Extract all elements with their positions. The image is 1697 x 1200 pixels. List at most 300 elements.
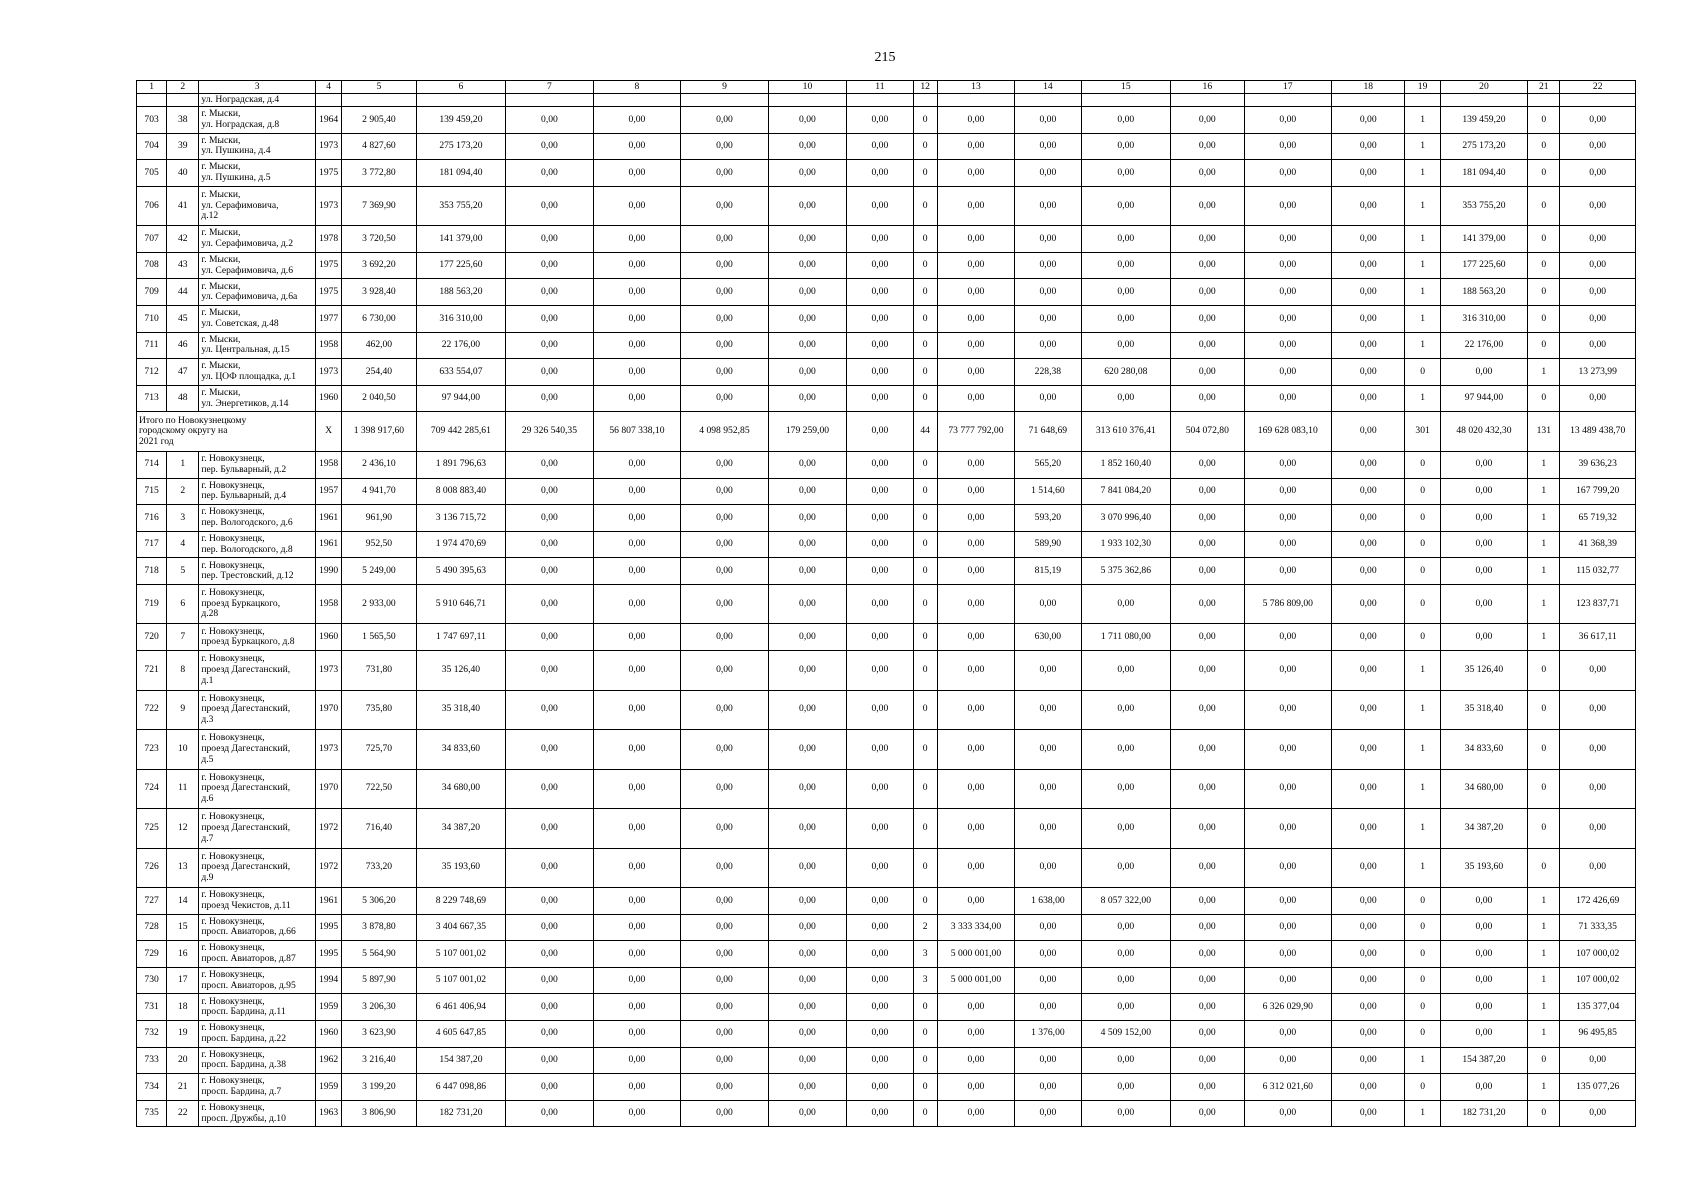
row-number: 734 <box>137 1074 167 1101</box>
cell-c16: 0,00 <box>1171 107 1244 134</box>
cell-c22: 0,00 <box>1560 1047 1636 1074</box>
cell-c22: 0,00 <box>1560 809 1636 849</box>
cell-c16: 0,00 <box>1171 332 1244 359</box>
address-line: пер. Бульварный, д.4 <box>201 490 287 502</box>
address-cell <box>199 226 316 253</box>
cell-c8: 0,00 <box>593 967 681 994</box>
cell-c4: 1975 <box>316 160 342 187</box>
total-label-line: Итого по Новокузнецкому <box>139 414 247 426</box>
cell-c22: 39 636,23 <box>1560 451 1636 478</box>
address-cell <box>199 941 316 968</box>
cell-c6: 182 731,20 <box>416 1100 506 1127</box>
cell-c5: 4 827,60 <box>342 133 416 160</box>
address-line: проезд Чекистов, д.11 <box>201 899 291 911</box>
cell-c19: 1 <box>1405 107 1440 134</box>
row-subnumber: 16 <box>167 941 199 968</box>
cell-c4: 1995 <box>316 941 342 968</box>
cell-c11: 0,00 <box>847 809 913 849</box>
cell-c10: 0,00 <box>768 1020 846 1047</box>
cell-c10: 0,00 <box>768 306 846 333</box>
cell-c7: 0,00 <box>506 186 594 226</box>
address-cell <box>199 385 316 412</box>
cell-c14: 630,00 <box>1015 624 1081 651</box>
cell-c5: 5 306,20 <box>342 888 416 915</box>
column-header: 16 <box>1171 81 1244 94</box>
cell-c13: 0,00 <box>937 888 1014 915</box>
cell-c9: 0,00 <box>681 624 769 651</box>
cell-c13: 0,00 <box>937 478 1014 505</box>
cell-c7: 0,00 <box>506 558 594 585</box>
cell-c7: 0,00 <box>506 226 594 253</box>
cell-c15: 0,00 <box>1081 690 1171 730</box>
row-number: 726 <box>137 848 167 888</box>
cell-c4: 1958 <box>316 584 342 624</box>
cell-c21: 0 <box>1528 809 1560 849</box>
row-number: 703 <box>137 107 167 134</box>
cell-c15: 1 711 080,00 <box>1081 624 1171 651</box>
cell-c22: 96 495,85 <box>1560 1020 1636 1047</box>
cell-c6: 141 379,00 <box>416 226 506 253</box>
row-subnumber: 12 <box>167 809 199 849</box>
cell-c20: 35 193,60 <box>1440 848 1528 888</box>
cell-c6: 5 107 001,02 <box>416 967 506 994</box>
cell-c6: 97 944,00 <box>416 385 506 412</box>
cell-c18: 0,00 <box>1332 941 1405 968</box>
address-line: г. Мыски, <box>201 189 241 201</box>
cell-c9: 0,00 <box>681 888 769 915</box>
cell-c7: 0,00 <box>506 531 594 558</box>
address-line: д.5 <box>201 753 214 765</box>
cell-c14: 1 514,60 <box>1015 478 1081 505</box>
cell-c4: 1972 <box>316 848 342 888</box>
cell-c20: 177 225,60 <box>1440 252 1528 279</box>
cell-c13: 0,00 <box>937 624 1014 651</box>
cell-c11: 0,00 <box>847 914 913 941</box>
cell-c7: 0,00 <box>506 769 594 809</box>
cell-c13: 0,00 <box>937 730 1014 770</box>
cell-c14: 0,00 <box>1015 967 1081 994</box>
header-row <box>137 81 1636 94</box>
cell-c17: 0,00 <box>1244 160 1332 187</box>
cell-c21: 0 <box>1528 107 1560 134</box>
cell-c9: 0,00 <box>681 385 769 412</box>
cell-c10: 0,00 <box>768 332 846 359</box>
cell-c11: 0,00 <box>847 226 913 253</box>
cell-c20: 34 833,60 <box>1440 730 1528 770</box>
cell-c8: 0,00 <box>593 558 681 585</box>
cell-c20: 0,00 <box>1440 914 1528 941</box>
address-line: просп. Дружбы, д.10 <box>201 1112 286 1124</box>
address-line: г. Новокузнецк, <box>201 692 265 704</box>
cell-c6: 139 459,20 <box>416 107 506 134</box>
column-header: 12 <box>913 81 937 94</box>
cell-c10: 0,00 <box>768 359 846 386</box>
cell-c8: 0,00 <box>593 107 681 134</box>
cell-c9: 0,00 <box>681 133 769 160</box>
cell-c11: 0,00 <box>847 888 913 915</box>
cell-c11: 0,00 <box>847 1100 913 1127</box>
cell-c14: 0,00 <box>1015 1074 1081 1101</box>
cell-c16: 0,00 <box>1171 690 1244 730</box>
cell-c13: 0,00 <box>937 226 1014 253</box>
cell-c8: 0,00 <box>593 478 681 505</box>
cell-c6: 35 193,60 <box>416 848 506 888</box>
cell-c8: 0,00 <box>593 914 681 941</box>
cell-c15: 5 375 362,86 <box>1081 558 1171 585</box>
cell-c18: 0,00 <box>1332 478 1405 505</box>
cell-c14: 0,00 <box>1015 332 1081 359</box>
cell-c21: 1 <box>1528 994 1560 1021</box>
cell-c6: 154 387,20 <box>416 1047 506 1074</box>
cell-c12: 0 <box>913 730 937 770</box>
cell-c6: 353 755,20 <box>416 186 506 226</box>
cell-c11: 0,00 <box>847 994 913 1021</box>
cell-c17: 0,00 <box>1244 1020 1332 1047</box>
cell-c19: 0 <box>1405 451 1440 478</box>
cell-c11: 0,00 <box>847 332 913 359</box>
cell-c19: 1 <box>1405 252 1440 279</box>
cell-c10: 0,00 <box>768 941 846 968</box>
address-cell <box>199 359 316 386</box>
cell-c5: 731,80 <box>342 651 416 691</box>
cell-c4: 1975 <box>316 252 342 279</box>
cell-c22: 115 032,77 <box>1560 558 1636 585</box>
address-line: ул. Советская, д.48 <box>201 317 279 329</box>
cell-c16: 0,00 <box>1171 160 1244 187</box>
cell-c19: 1 <box>1405 385 1440 412</box>
row-number: 730 <box>137 967 167 994</box>
data-table <box>136 80 1636 1127</box>
row-number: 722 <box>137 690 167 730</box>
cell-c20: 0,00 <box>1440 624 1528 651</box>
address-cell <box>199 690 316 730</box>
cell-c5: 3 928,40 <box>342 279 416 306</box>
table-row <box>137 107 1636 134</box>
cell-c13: 0,00 <box>937 332 1014 359</box>
table-row <box>137 226 1636 253</box>
row-subnumber: 47 <box>167 359 199 386</box>
cell-c21: 0 <box>1528 279 1560 306</box>
cell-c11: 0,00 <box>847 1020 913 1047</box>
cell-c20: 0,00 <box>1440 967 1528 994</box>
address-line: ул. ЦОФ площадка, д.1 <box>201 371 297 383</box>
cell-c10: 0,00 <box>768 558 846 585</box>
cell-c9 <box>681 94 769 107</box>
cell-c12: 0 <box>913 359 937 386</box>
column-header: 8 <box>593 81 681 94</box>
cell-c19: 1 <box>1405 769 1440 809</box>
table-row <box>137 531 1636 558</box>
cell-c7: 0,00 <box>506 252 594 279</box>
cell-c21: 1 <box>1528 1020 1560 1047</box>
cell-c19: 0 <box>1405 584 1440 624</box>
cell-c7: 0,00 <box>506 451 594 478</box>
address-line: проезд Буркацкого, д.8 <box>201 636 295 648</box>
cell-c11: 0,00 <box>847 848 913 888</box>
cell-c5: 5 897,90 <box>342 967 416 994</box>
cell-c11: 0,00 <box>847 359 913 386</box>
cell-c11: 0,00 <box>847 651 913 691</box>
cell-c12: 0 <box>913 1074 937 1101</box>
cell-c5: 3 772,80 <box>342 160 416 187</box>
cell-c22: 0,00 <box>1560 385 1636 412</box>
cell-c20: 154 387,20 <box>1440 1047 1528 1074</box>
cell-c10: 0,00 <box>768 769 846 809</box>
cell-c10: 0,00 <box>768 160 846 187</box>
cell-c15: 3 070 996,40 <box>1081 505 1171 532</box>
cell-c8: 0,00 <box>593 332 681 359</box>
cell-c9: 0,00 <box>681 279 769 306</box>
cell-c17: 0,00 <box>1244 359 1332 386</box>
cell-c8: 56 807 338,10 <box>593 412 681 452</box>
address-line: просп. Бардина, д.22 <box>201 1032 287 1044</box>
cell-c12: 0 <box>913 252 937 279</box>
cell-c5: 722,50 <box>342 769 416 809</box>
cell-c18: 0,00 <box>1332 279 1405 306</box>
cell-c19: 1 <box>1405 133 1440 160</box>
cell-c22: 13 489 438,70 <box>1560 412 1636 452</box>
cell-c10: 0,00 <box>768 385 846 412</box>
cell-c10: 0,00 <box>768 451 846 478</box>
cell-c13: 0,00 <box>937 1047 1014 1074</box>
cell-c21: 1 <box>1528 558 1560 585</box>
table-row <box>137 385 1636 412</box>
address-line: г. Мыски, <box>201 280 241 292</box>
cell-c12: 0 <box>913 690 937 730</box>
cell-c4: 1973 <box>316 186 342 226</box>
cell-c15: 0,00 <box>1081 994 1171 1021</box>
table-row <box>137 584 1636 624</box>
cell-c4: 1975 <box>316 279 342 306</box>
cell-c12: 0 <box>913 505 937 532</box>
table-row <box>137 186 1636 226</box>
cell-c21: 0 <box>1528 332 1560 359</box>
address-line: г. Новокузнецк, <box>201 587 265 599</box>
cell-c14: 0,00 <box>1015 1100 1081 1127</box>
cell-c21: 1 <box>1528 359 1560 386</box>
address-line: г. Новокузнецк, <box>201 1075 265 1087</box>
cell-c14: 1 638,00 <box>1015 888 1081 915</box>
cell-c17: 0,00 <box>1244 226 1332 253</box>
cell-c9: 0,00 <box>681 1074 769 1101</box>
cell-c19: 1 <box>1405 226 1440 253</box>
total-label <box>137 412 316 452</box>
cell-c16: 0,00 <box>1171 624 1244 651</box>
cell-c17: 0,00 <box>1244 558 1332 585</box>
cell-c17: 0,00 <box>1244 133 1332 160</box>
cell-c15: 0,00 <box>1081 1047 1171 1074</box>
table-row <box>137 160 1636 187</box>
cell-c19: 1 <box>1405 651 1440 691</box>
row-number: 709 <box>137 279 167 306</box>
cell-c5: 5 564,90 <box>342 941 416 968</box>
cell-c5: 5 249,00 <box>342 558 416 585</box>
cell-c17: 0,00 <box>1244 967 1332 994</box>
address-line: г. Новокузнецк, <box>201 653 265 665</box>
row-subnumber: 3 <box>167 505 199 532</box>
row-subnumber: 10 <box>167 730 199 770</box>
row-subnumber: 8 <box>167 651 199 691</box>
address-cell <box>199 160 316 187</box>
cell-c12: 0 <box>913 888 937 915</box>
cell-c9: 0,00 <box>681 558 769 585</box>
cell-c14: 0,00 <box>1015 809 1081 849</box>
cell-c10: 0,00 <box>768 1074 846 1101</box>
cell-c14: 0,00 <box>1015 279 1081 306</box>
cell-c17: 0,00 <box>1244 107 1332 134</box>
cell-c12: 0 <box>913 1047 937 1074</box>
cell-c8: 0,00 <box>593 994 681 1021</box>
cell-c8: 0,00 <box>593 1047 681 1074</box>
cell-c22: 0,00 <box>1560 769 1636 809</box>
cell-c20: 0,00 <box>1440 558 1528 585</box>
cell-c19: 1 <box>1405 690 1440 730</box>
cell-c6: 6 447 098,86 <box>416 1074 506 1101</box>
cell-c4: 1961 <box>316 888 342 915</box>
column-header: 13 <box>937 81 1014 94</box>
address-line: г. Новокузнецк, <box>201 479 265 491</box>
address-line: пер. Бульварный, д.2 <box>201 463 287 475</box>
cell-c9: 0,00 <box>681 252 769 279</box>
row-number: 733 <box>137 1047 167 1074</box>
cell-c7: 0,00 <box>506 914 594 941</box>
cell-c4: 1978 <box>316 226 342 253</box>
cell-c19: 1 <box>1405 279 1440 306</box>
cell-c14: 0,00 <box>1015 160 1081 187</box>
table-row <box>137 478 1636 505</box>
cell-c15: 620 280,08 <box>1081 359 1171 386</box>
cell-c12: 0 <box>913 160 937 187</box>
row-subnumber: 38 <box>167 107 199 134</box>
cell-c6: 35 318,40 <box>416 690 506 730</box>
cell-c13: 0,00 <box>937 306 1014 333</box>
address-cell <box>199 451 316 478</box>
cell-c8: 0,00 <box>593 690 681 730</box>
cell-c4: 1994 <box>316 967 342 994</box>
address-line: ул. Ноградская, д.8 <box>201 118 280 130</box>
cell-c8: 0,00 <box>593 888 681 915</box>
cell-c8: 0,00 <box>593 809 681 849</box>
cell-c4: 1970 <box>316 690 342 730</box>
address-cell <box>199 624 316 651</box>
cell-c5: 7 369,90 <box>342 186 416 226</box>
table-row <box>137 359 1636 386</box>
cell-c15: 0,00 <box>1081 1100 1171 1127</box>
address-cell <box>199 531 316 558</box>
cell-c12: 0 <box>913 651 937 691</box>
cell-c19: 0 <box>1405 941 1440 968</box>
cell-c21: 0 <box>1528 848 1560 888</box>
address-line: г. Новокузнецк, <box>201 532 265 544</box>
address-cell <box>199 306 316 333</box>
cell-c8: 0,00 <box>593 624 681 651</box>
cell-c8: 0,00 <box>593 505 681 532</box>
row-subnumber: 43 <box>167 252 199 279</box>
cell-c4: 1963 <box>316 1100 342 1127</box>
cell-c4: 1959 <box>316 994 342 1021</box>
table-row <box>137 1100 1636 1127</box>
cell-c14: 0,00 <box>1015 769 1081 809</box>
cell-c5: 3 692,20 <box>342 252 416 279</box>
cell-c21: 1 <box>1528 888 1560 915</box>
cell-c13: 0,00 <box>937 584 1014 624</box>
cell-c11: 0,00 <box>847 133 913 160</box>
cell-c9: 0,00 <box>681 994 769 1021</box>
row-number: 704 <box>137 133 167 160</box>
cell-c4: 1964 <box>316 107 342 134</box>
row-subnumber: 44 <box>167 279 199 306</box>
cell-c6: 35 126,40 <box>416 651 506 691</box>
cell-c6: 5 910 646,71 <box>416 584 506 624</box>
cell-c19: 1 <box>1405 809 1440 849</box>
cell-c11: 0,00 <box>847 730 913 770</box>
cell-c20: 182 731,20 <box>1440 1100 1528 1127</box>
cell-c22: 107 000,02 <box>1560 967 1636 994</box>
cell-c22: 167 799,20 <box>1560 478 1636 505</box>
cell-c4: 1961 <box>316 531 342 558</box>
table-row <box>137 809 1636 849</box>
cell-c13: 0,00 <box>937 186 1014 226</box>
cell-c6: 5 107 001,02 <box>416 941 506 968</box>
cell-c18: 0,00 <box>1332 531 1405 558</box>
row-subnumber: 21 <box>167 1074 199 1101</box>
cell-c22: 0,00 <box>1560 252 1636 279</box>
cell-c18: 0,00 <box>1332 690 1405 730</box>
cell-c15: 4 509 152,00 <box>1081 1020 1171 1047</box>
cell-c18: 0,00 <box>1332 848 1405 888</box>
cell-c19: 0 <box>1405 914 1440 941</box>
cell-c7: 0,00 <box>506 1047 594 1074</box>
cell-c4: 1973 <box>316 133 342 160</box>
column-header: 10 <box>768 81 846 94</box>
cell-c20: 0,00 <box>1440 941 1528 968</box>
cell-c16: 0,00 <box>1171 730 1244 770</box>
cell-c11: 0,00 <box>847 385 913 412</box>
cell-c12: 0 <box>913 558 937 585</box>
cell-c14: 0,00 <box>1015 690 1081 730</box>
address-line: г. Мыски, <box>201 134 241 146</box>
cell-c11: 0,00 <box>847 584 913 624</box>
cell-c15: 0,00 <box>1081 967 1171 994</box>
row-number: 711 <box>137 332 167 359</box>
row-number: 706 <box>137 186 167 226</box>
cell-c19: 1 <box>1405 1100 1440 1127</box>
cell-c22: 0,00 <box>1560 186 1636 226</box>
cell-c17: 0,00 <box>1244 730 1332 770</box>
table-row <box>137 505 1636 532</box>
address-cell <box>199 967 316 994</box>
cell-c6: 709 442 285,61 <box>416 412 506 452</box>
row-number: 720 <box>137 624 167 651</box>
cell-c21: 1 <box>1528 584 1560 624</box>
address-cell <box>199 914 316 941</box>
cell-c15: 0,00 <box>1081 186 1171 226</box>
cell-c20: 188 563,20 <box>1440 279 1528 306</box>
address-line: пер. Вологодского, д.6 <box>201 516 293 528</box>
cell-c21: 1 <box>1528 478 1560 505</box>
cell-c17: 0,00 <box>1244 690 1332 730</box>
cell-c7: 0,00 <box>506 1074 594 1101</box>
cell-c22: 0,00 <box>1560 107 1636 134</box>
cell-c7: 0,00 <box>506 505 594 532</box>
cell-c20: 181 094,40 <box>1440 160 1528 187</box>
cell-c8: 0,00 <box>593 385 681 412</box>
cell-c16: 0,00 <box>1171 1100 1244 1127</box>
cell-c18: 0,00 <box>1332 359 1405 386</box>
cell-c18: 0,00 <box>1332 186 1405 226</box>
cell-c6: 5 490 395,63 <box>416 558 506 585</box>
cell-c18: 0,00 <box>1332 1020 1405 1047</box>
